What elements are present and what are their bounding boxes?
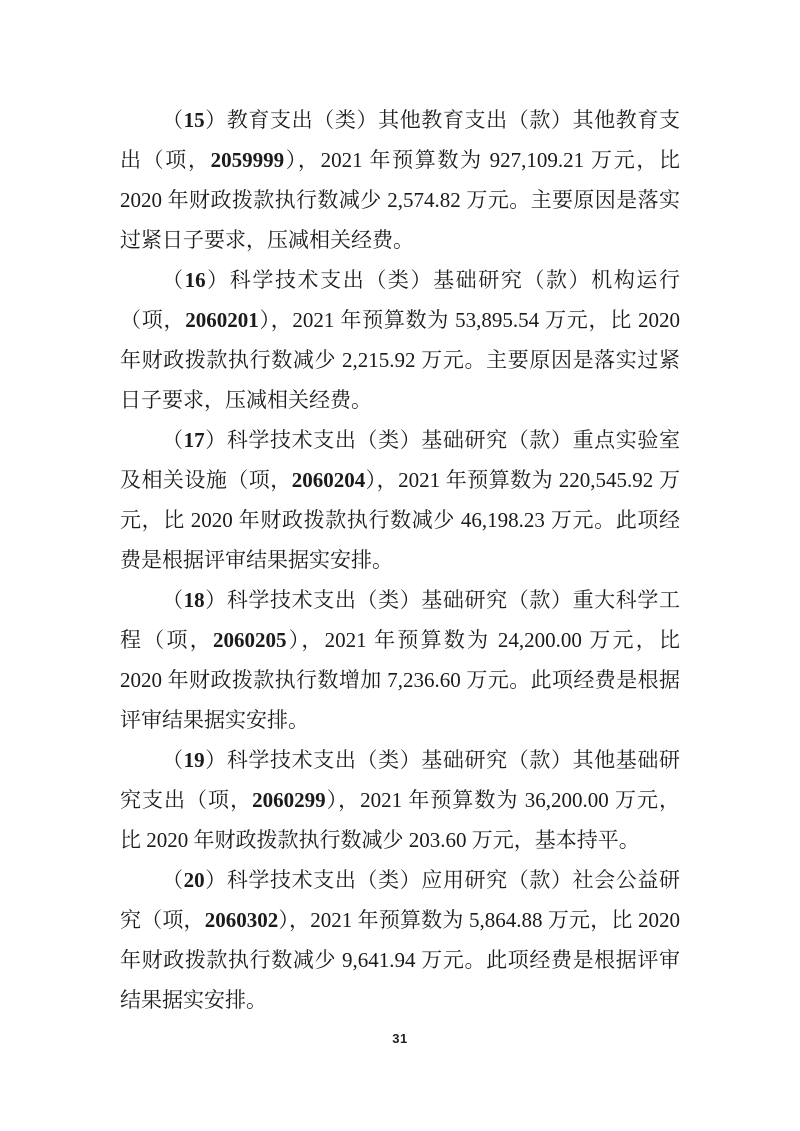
- paragraph-open-paren: （: [162, 868, 184, 892]
- paragraph-number: 18: [183, 588, 205, 612]
- paragraph-text: ）科学技术支出（类）基础研究（款）重大科学工程（项，: [120, 588, 680, 652]
- paragraph-text: ）科学技术支出（类）基础研究（款）重点实验室及相关设施（项，: [120, 428, 680, 492]
- paragraph-open-paren: （: [162, 268, 185, 292]
- paragraph-text: ），2021 年预算数为 53,895.54 万元，比 2020 年财政拨款执行数减少 2,215.92 万元。主要原因是落实过紧日子要求，压减相关经费。: [120, 308, 681, 412]
- paragraph-text: ），2021 年预算数为 927,109.21 万元，比 2020 年财政拨款执行数减少 2,574.82 万元。主要原因是落实过紧日子要求，压减相关经费。: [120, 148, 681, 252]
- paragraph-text: ）教育支出（类）其他教育支出（款）其他教育支出（项，: [120, 108, 680, 172]
- paragraph-text: ），2021 年预算数为 24,200.00 万元，比 2020 年财政拨款执行数增加 7,236.60 万元。此项经费是根据评审结果据实安排。: [120, 628, 681, 732]
- paragraph-text: ）科学技术支出（类）基础研究（款）其他基础研究支出（项，: [120, 748, 680, 812]
- paragraph-item-15: [120, 100, 680, 260]
- paragraph-number: 15: [183, 108, 205, 132]
- budget-item-code: 2060302: [204, 908, 279, 932]
- page-footer: [0, 1030, 800, 1048]
- budget-item-code: 2059999: [210, 148, 285, 172]
- budget-item-code: 2060204: [291, 468, 366, 492]
- paragraph-item-20: [120, 860, 680, 1020]
- page-number: 31: [392, 1031, 408, 1046]
- paragraph-text: ），2021 年预算数为 36,200.00 万元，比 2020 年财政拨款执行数减少 203.60 万元，基本持平。: [120, 788, 681, 852]
- paragraph-text: ），2021 年预算数为 220,545.92 万元，比 2020 年财政拨款执行数减少 46,198.23 万元。此项经费是根据评审结果据实安排。: [120, 468, 681, 572]
- document-body: [120, 100, 680, 1020]
- paragraph-open-paren: （: [162, 748, 184, 772]
- paragraph-item-16: [120, 260, 680, 420]
- paragraph-item-17: [120, 420, 680, 580]
- paragraph-item-19: [120, 740, 680, 860]
- paragraph-number: 16: [184, 268, 206, 292]
- budget-item-code: 2060201: [185, 308, 259, 332]
- paragraph-open-paren: （: [162, 428, 184, 452]
- paragraph-open-paren: （: [162, 588, 184, 612]
- paragraph-number: 17: [183, 428, 205, 452]
- paragraph-item-18: [120, 580, 680, 740]
- budget-item-code: 2060299: [252, 788, 326, 812]
- paragraph-text: ），2021 年预算数为 5,864.88 万元，比 2020 年财政拨款执行数减少 9,641.94 万元。此项经费是根据评审结果据实安排。: [120, 908, 681, 1012]
- paragraph-number: 19: [183, 748, 205, 772]
- paragraph-text: ）科学技术支出（类）应用研究（款）社会公益研究（项，: [120, 868, 680, 932]
- budget-item-code: 2060205: [212, 628, 287, 652]
- paragraph-number: 20: [183, 868, 205, 892]
- paragraph-open-paren: （: [162, 108, 184, 132]
- paragraph-text: ）科学技术支出（类）基础研究（款）机构运行（项，: [120, 268, 681, 332]
